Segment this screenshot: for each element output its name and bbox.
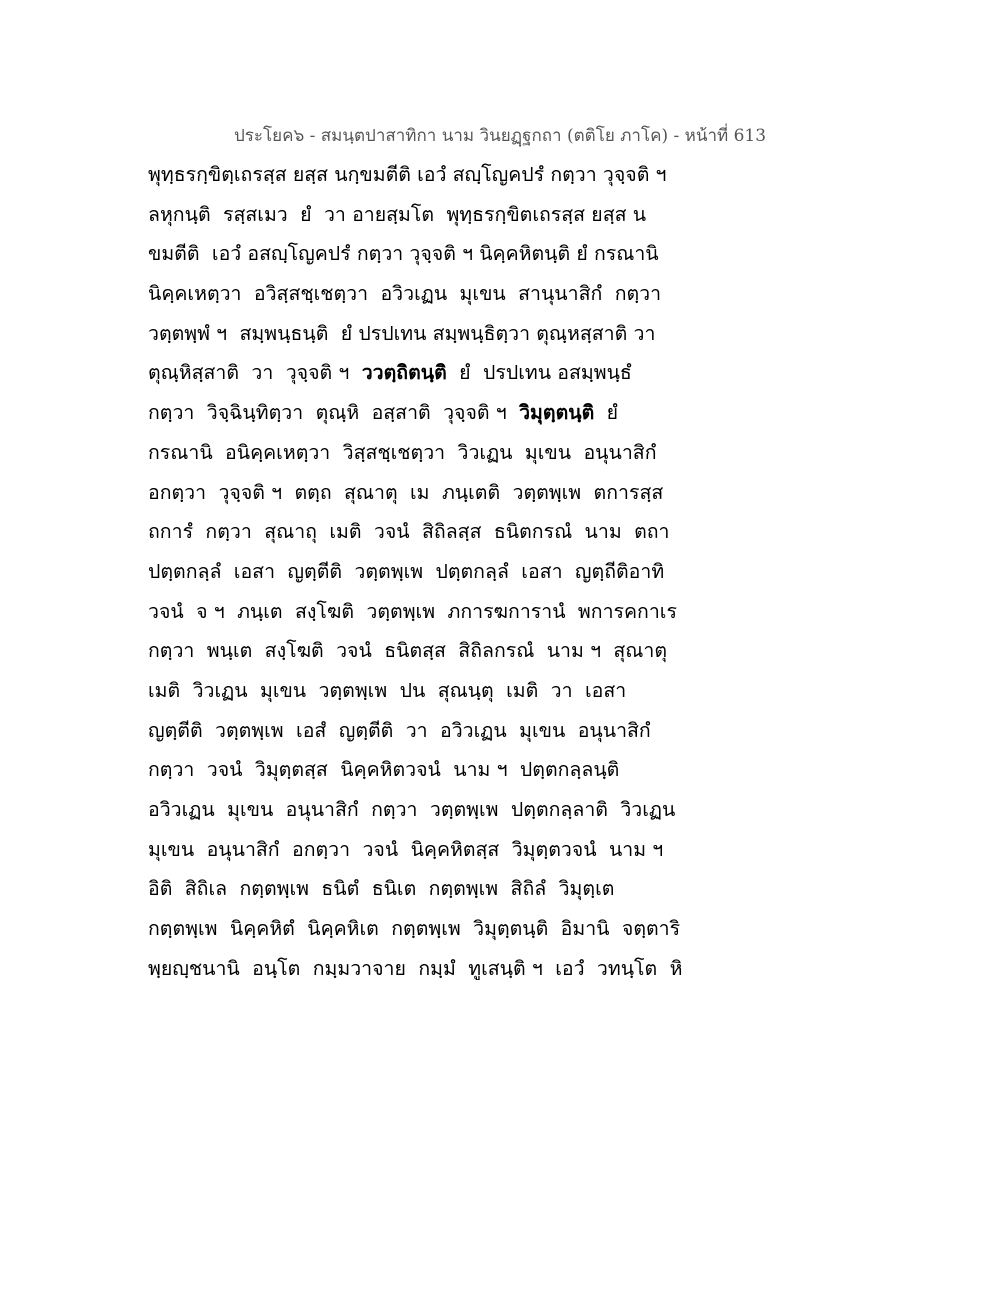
bold-term: ววตฺถิตนฺติ (361, 361, 447, 385)
text-line: ถการํ กตฺวา สุณาถุ เมติ วจนํ สิถิลสฺส ธนิตกรณํ นาม ตถา (148, 520, 670, 544)
text-line: อิติ สิถิเล กตฺตพฺเพ ธนิตํ ธนิเต กตฺตพฺเพ สิถิลํ วิมุตฺเต (148, 877, 615, 901)
body-text (148, 155, 868, 988)
text-line: นิคฺคเหตฺวา อวิสฺสชฺเชตฺวา อวิวเฏน มุเขน สานุนาสิกํ กตฺวา (148, 282, 662, 306)
text-line: กรณานิ อนิคฺคเหตฺวา วิสฺสชฺเชตฺวา วิวเฏน มุเขน อนุนาสิกํ (148, 440, 657, 464)
text-line: วตฺตพฺพํ ฯ สมฺพนฺธนฺติ ยํ ปรปเทน สมฺพนฺธิตฺวา ตุณฺหสฺสาติ วา (148, 321, 656, 345)
text-line: ตุณฺหิสฺสาติ วา วุจฺจติ ฯ ววตฺถิตนฺติ ยํ ปรปเทน อสมฺพนฺธํ (148, 361, 632, 385)
text-line: ลหุกนฺติ รสฺสเมว ยํ วา อายสฺมโต พุทฺธรกฺขิตเถรสฺส ยสฺส น (148, 202, 647, 226)
text-line: มุเขน อนุนาสิกํ อกตฺวา วจนํ นิคฺคหิตสฺส วิมุตฺตวจนํ นาม ฯ (148, 837, 664, 861)
text-line: ขมตีติ เอวํ อสญฺโญคปรํ กตฺวา วุจฺจติ ฯ นิคฺคหิตนฺติ ยํ กรณานิ (148, 242, 659, 266)
text-line: วจนํ จ ฯ ภนฺเต สงฺโฆติ วตฺตพฺเพ ภการฆการานํ พการคกาเร (148, 599, 677, 623)
text-line: กตฺวา วิจฺฉินฺทิตฺวา ตุณฺหิ อสฺสาติ วุจฺจติ ฯ วิมุตฺตนฺติ ยํ (148, 401, 619, 425)
text-line: ปตฺตกลฺลํ เอสา ญตฺตีติ วตฺตพฺเพ ปตฺตกลฺลํ เอสา ญตฺถีติอาทิ (148, 559, 665, 583)
text-line: เมติ วิวเฏน มุเขน วตฺตพฺเพ ปน สุณนฺตุ เมติ วา เอสา (148, 678, 627, 702)
text-line: ญตฺตีติ วตฺตพฺเพ เอสํ ญตฺตีติ วา อวิวเฏน มุเขน อนุนาสิกํ (148, 718, 651, 742)
page-header: ประโยค๖ - สมนฺตปาสาทิกา นาม วินยฏฺฐกถา (ตติโย ภาโค) - หน้าที่ 613 (233, 126, 767, 146)
text-line: อวิวเฏน มุเขน อนุนาสิกํ กตฺวา วตฺตพฺเพ ปตฺตกลฺลาติ วิวเฏน (148, 798, 676, 821)
text-line: กตฺวา พนฺเต สงฺโฆติ วจนํ ธนิตสฺส สิถิลกรณํ นาม ฯ สุณาตุ (148, 639, 668, 663)
text-line: พุทฺธรกฺขิตฺเถรสฺส ยสฺส นกฺขมตีติ เอวํ สญฺโญคปรํ กตฺวา วุจฺจติ ฯ (148, 163, 667, 186)
bold-term: วิมุตฺตนฺติ (519, 401, 595, 425)
text-line: พฺยญฺชนานิ อนฺโต กมฺมวาจาย กมฺมํ ทูเสนฺติ ฯ เอวํ วทนฺโต หิ (148, 956, 683, 980)
text-line: กตฺวา วจนํ วิมุตฺตสฺส นิคฺคหิตวจนํ นาม ฯ ปตฺตกลฺลนฺติ (148, 758, 620, 782)
text-line: กตฺตพฺเพ นิคฺคหิตํ นิคฺคหิเต กตฺตพฺเพ วิมุตฺตนฺติ อิมานิ จตฺตาริ (148, 917, 681, 941)
text-line: อกตฺวา วุจฺจติ ฯ ตตฺถ สุณาตุ เม ภนฺเตติ วตฺตพฺเพ ตการสฺส (148, 480, 664, 504)
